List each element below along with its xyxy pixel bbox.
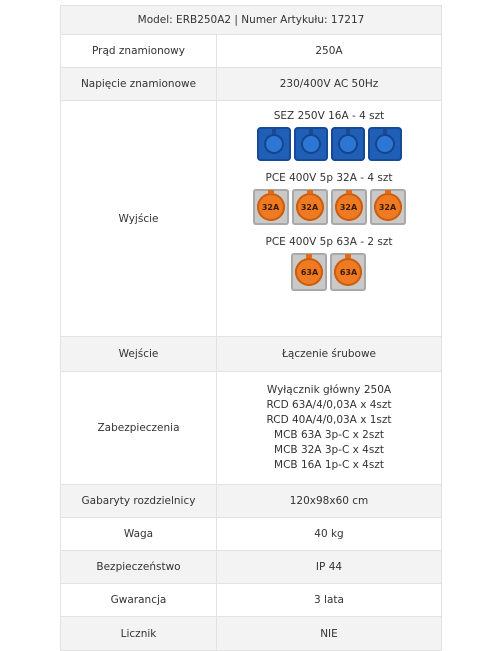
protection-item: RCD 40A/4/0,03A x 1szt xyxy=(266,414,392,426)
cee-socket-icon: 63A xyxy=(330,253,366,291)
protection-list xyxy=(217,372,441,484)
row-value: IP 44 xyxy=(315,561,343,573)
output-caption: PCE 400V 5p 32A - 4 szt xyxy=(265,172,393,184)
cee-socket-icon: 32A xyxy=(331,189,367,225)
row-bezpieczenstwo xyxy=(61,551,441,584)
blue-socket-icon xyxy=(294,127,328,161)
row-label: Zabezpieczenia xyxy=(61,372,217,484)
blue-socket-icon xyxy=(257,127,291,161)
row-waga xyxy=(61,518,441,551)
spec-table xyxy=(60,5,442,651)
table-title-row xyxy=(61,6,441,35)
output-caption: SEZ 250V 16A - 4 szt xyxy=(273,110,385,122)
protection-item: MCB 63A 3p-C x 2szt xyxy=(274,429,384,441)
output-group-pce63 xyxy=(265,235,392,301)
row-licznik xyxy=(61,617,441,651)
row-label: Napięcie znamionowe xyxy=(61,68,217,100)
row-gwarancja xyxy=(61,584,441,617)
row-wejscie xyxy=(61,337,441,372)
row-value: 40 kg xyxy=(314,528,344,540)
protection-item: MCB 16A 1p-C x 4szt xyxy=(274,459,384,471)
row-value: NIE xyxy=(320,627,338,640)
row-value: Łączenie śrubowe xyxy=(281,348,377,360)
row-label: Licznik xyxy=(61,617,217,650)
row-label: Prąd znamionowy xyxy=(61,35,217,67)
row-value: 3 lata xyxy=(314,594,344,606)
output-group-pce32 xyxy=(253,171,406,235)
cee-socket-icon: 63A xyxy=(291,253,327,291)
row-label: Gabaryty rozdzielnicy xyxy=(61,485,217,517)
row-wyjscie xyxy=(61,101,441,337)
protection-item: RCD 63A/4/0,03A x 4szt xyxy=(266,399,392,411)
blue-socket-icon xyxy=(331,127,365,161)
outputs-cell xyxy=(217,101,441,336)
socket-row xyxy=(265,253,392,291)
row-value: 230/400V AC 50Hz xyxy=(279,78,379,90)
row-label: Wyjście xyxy=(61,101,217,336)
protection-item: MCB 32A 3p-C x 4szt xyxy=(274,444,384,456)
row-prad xyxy=(61,35,441,68)
row-label: Gwarancja xyxy=(61,584,217,616)
row-napiecie xyxy=(61,68,441,101)
protection-item: Wyłącznik główny 250A xyxy=(266,384,392,396)
row-label: Bezpieczeństwo xyxy=(61,551,217,583)
cee-socket-icon: 32A xyxy=(370,189,406,225)
row-label: Waga xyxy=(61,518,217,550)
table-title: Model: ERB250A2 | Numer Artykułu: 17217 xyxy=(137,14,365,26)
row-value: 250A xyxy=(315,45,343,57)
row-value: 120x98x60 cm xyxy=(289,495,369,507)
row-gabaryty xyxy=(61,485,441,518)
cee-socket-icon: 32A xyxy=(253,189,289,225)
output-caption: PCE 400V 5p 63A - 2 szt xyxy=(265,236,393,248)
output-group-sez xyxy=(257,101,402,171)
socket-row xyxy=(253,189,406,225)
blue-socket-icon xyxy=(368,127,402,161)
row-zabezpieczenia xyxy=(61,372,441,485)
socket-row xyxy=(257,127,402,161)
cee-socket-icon: 32A xyxy=(292,189,328,225)
row-label: Wejście xyxy=(61,337,217,371)
